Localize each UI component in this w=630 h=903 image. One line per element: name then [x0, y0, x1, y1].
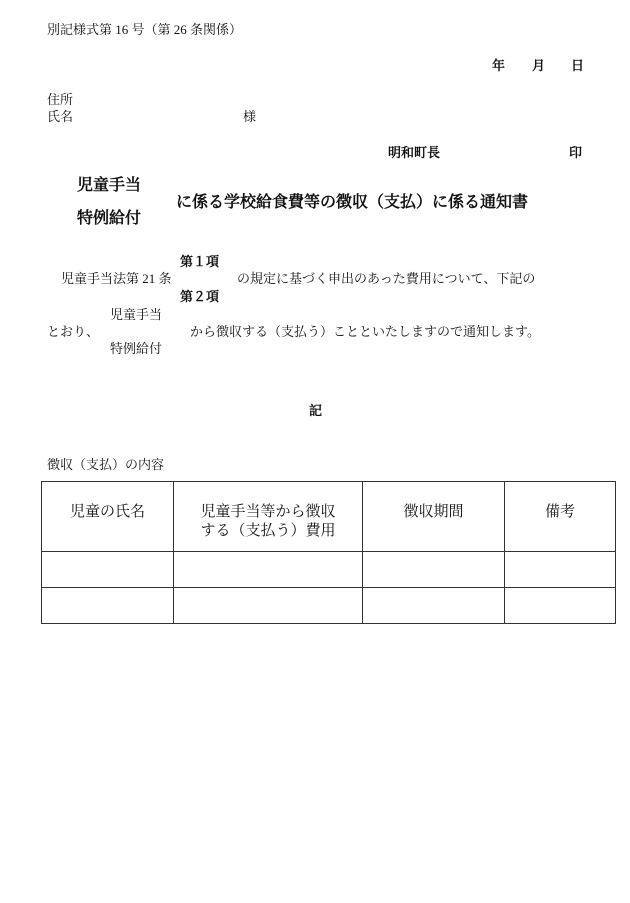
cell-child-name [42, 552, 174, 588]
body-line-2-start: とおり、 [47, 324, 100, 339]
cell-fee [174, 552, 363, 588]
cell-period [363, 588, 505, 624]
note-heading: 記 [309, 403, 323, 418]
body-line-1: の規定に基づく申出のあった費用について、下記の [237, 271, 536, 286]
benefit-option-1: 児童手当 [110, 307, 163, 322]
header-remarks-label: 備考 [544, 504, 575, 520]
header-child-name-label: 児童の氏名 [69, 504, 145, 520]
form-number: 別記様式第 16 号（第 26 条関係） [47, 22, 243, 37]
section-heading: 徴収（支払）の内容 [47, 457, 165, 472]
collection-details-table [41, 481, 616, 624]
header-period-label: 徴収期間 [403, 504, 464, 520]
cell-fee [174, 588, 363, 624]
document-title: に係る学校給食費等の徴収（支払）に係る通知書 [176, 194, 529, 211]
header-period [363, 482, 505, 552]
cell-remarks [505, 552, 616, 588]
date-month-label: 月 [532, 58, 546, 73]
law-reference: 児童手当法第 21 条 [61, 271, 172, 286]
name-label: 氏名 [47, 109, 74, 124]
address-label: 住所 [47, 92, 74, 107]
cell-remarks [505, 588, 616, 624]
honorific-label: 様 [243, 109, 257, 124]
title-option-child-allowance: 児童手当 [77, 177, 142, 194]
date-year-label: 年 [492, 58, 506, 73]
date-day-label: 日 [571, 58, 585, 73]
cell-period [363, 552, 505, 588]
table-row [42, 588, 616, 624]
header-fee-line-1: 児童手当等から徴収 [200, 504, 336, 520]
issuer-name: 明和町長 [388, 145, 441, 160]
clause-option-1: 第１項 [180, 254, 220, 269]
benefit-option-2: 特例給付 [110, 341, 163, 356]
table-row [42, 552, 616, 588]
header-fee [174, 482, 363, 552]
table-header-row [42, 482, 616, 552]
title-option-special-benefit: 特例給付 [77, 210, 142, 227]
cell-child-name [42, 588, 174, 624]
header-child-name [42, 482, 174, 552]
clause-option-2: 第２項 [180, 289, 220, 304]
header-fee-line-2: する（支払う）費用 [200, 523, 336, 539]
seal-mark: 印 [569, 145, 583, 160]
header-remarks [505, 482, 616, 552]
body-line-2: から徴収する（支払う）ことといたしますので通知します。 [190, 324, 540, 339]
